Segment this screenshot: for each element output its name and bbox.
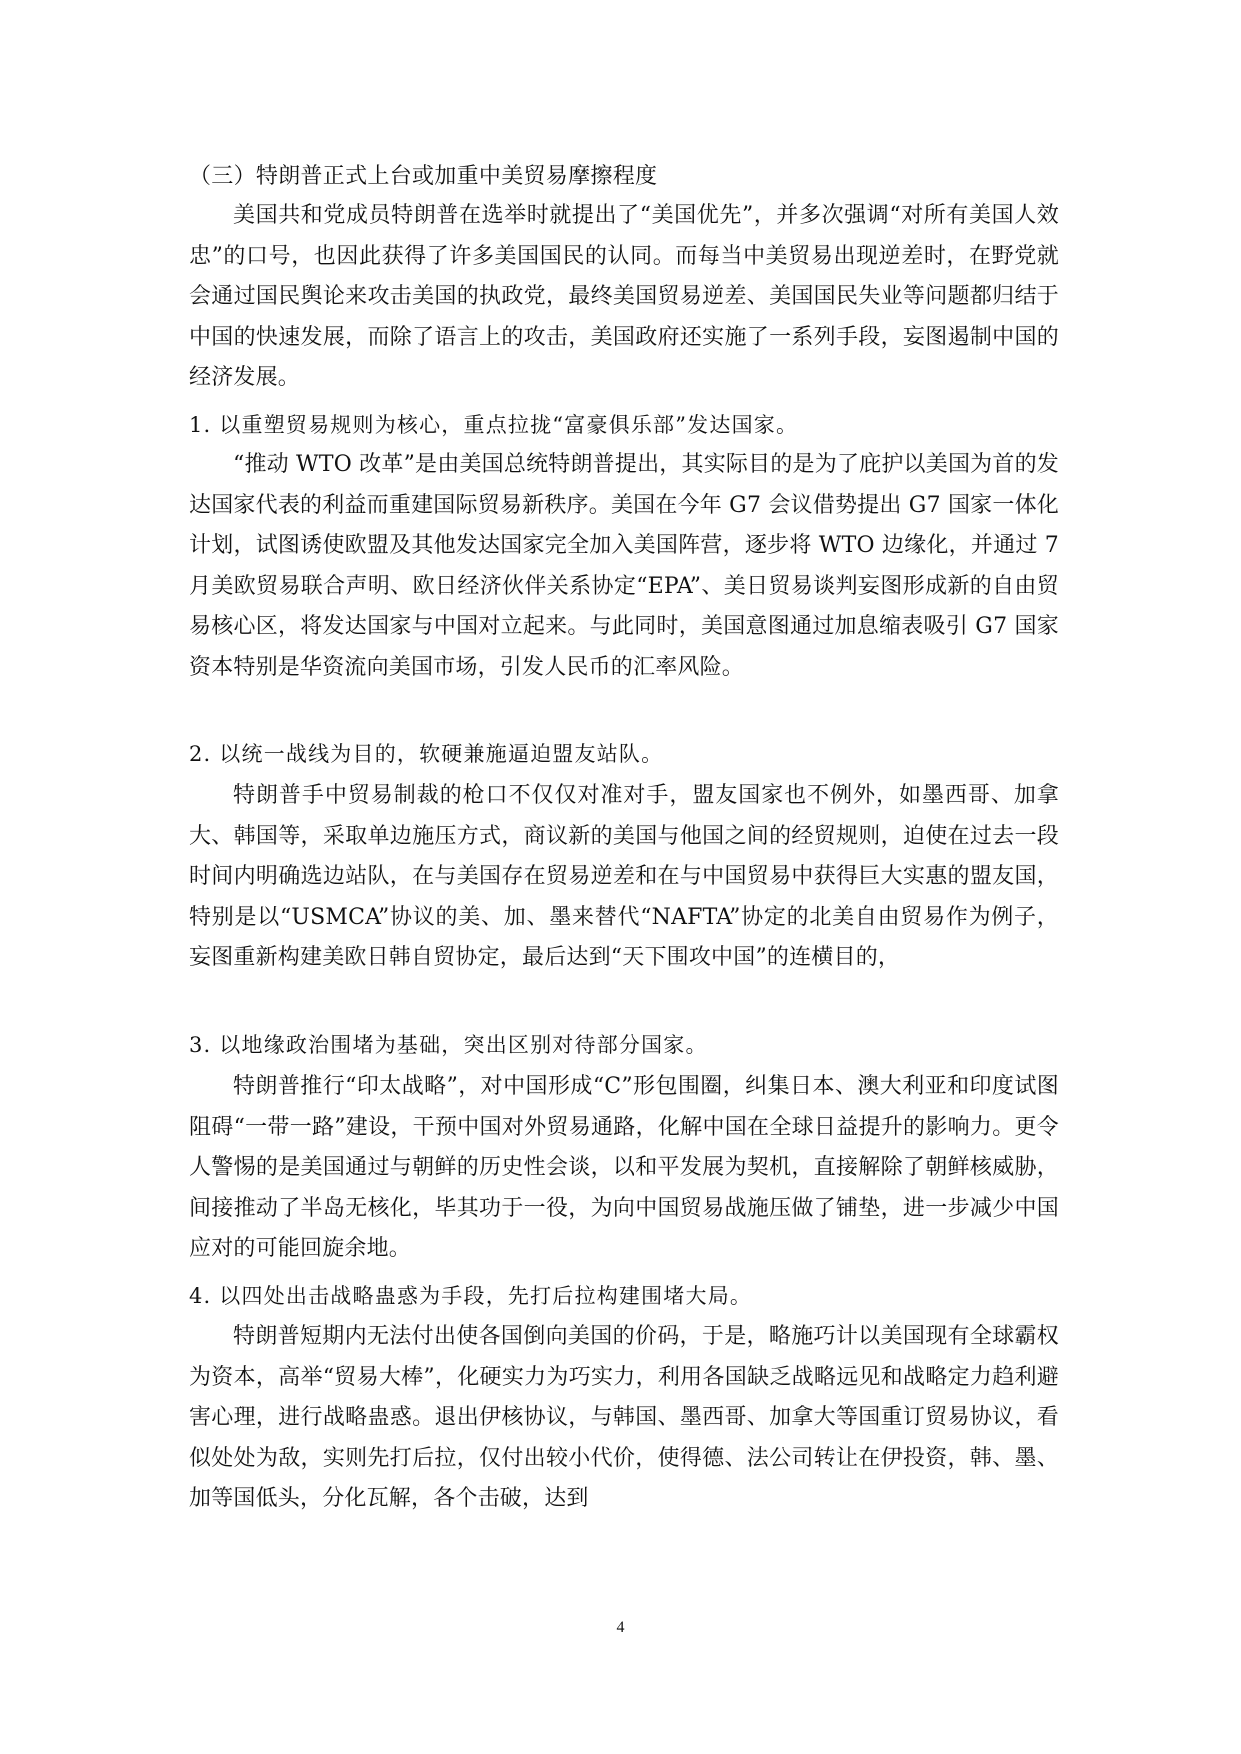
point-2-paragraph: 特朗普手中贸易制裁的枪口不仅仅对准对手，盟友国家也不例外，如墨西哥、加拿大、韩国等，采取单边施压方式，商议新的美国与他国之间的经贸规则，迫使在过去一段时间内明确选边站队，在与美国存在贸易逆差和在与中国贸易中获得巨大实惠的盟友国，特别是以“USMCA”协议的美、加、墨来替代“NAFTA”协定的北美自由贸易作为例子，妄图重新构建美欧日韩自贸协定，最后达到“天下围攻中国”的连横目的， bbox=[189, 783, 1059, 971]
point-3-paragraph: 特朗普推行“印太战略”，对中国形成“C”形包围圈，纠集日本、澳大利亚和印度试图阻碍“一带一路”建设，干预中国对外贸易通路，化解中国在全球日益提升的影响力。更令人警惕的是美国通过与朝鲜的历史性会谈，以和平发展为契机，直接解除了朝鲜核威胁，间接推动了半岛无核化，毕其功于一役，为向中国贸易战施压做了铺垫，进一步减少中国应对的可能回旋余地。 bbox=[189, 1074, 1059, 1262]
point-3-title: 3. 以地缘政治围堵为基础，突出区别对待部分国家。 bbox=[189, 1033, 708, 1057]
point-1-title: 1. 以重塑贸易规则为核心，重点拉拢“富豪俱乐部”发达国家。 bbox=[189, 413, 799, 437]
point-1-paragraph: “推动 WTO 改革”是由美国总统特朗普提出，其实际目的是为了庇护以美国为首的发达国家代表的利益而重建国际贸易新秩序。美国在今年 G7 会议借势提出 G7 国家一体化计划，试图诱使欧盟及其他发达国家完全加入美国阵营，逐步将 WTO 边缘化，并通过 7 月美欧贸易联合声明、欧日经济伙伴关系协定“EPA”、美日贸易谈判妄图形成新的自由贸易核心区，将发达国家与中国对立起来。与此同时，美国意图通过加息缩表吸引 G7 国家资本特别是华资流向美国市场，引发人民币的汇率风险。 bbox=[189, 452, 1059, 680]
intro-paragraph: 美国共和党成员特朗普在选举时就提出了“美国优先”，并多次强调“对所有美国人效忠”的口号，也因此获得了许多美国国民的认同。而每当中美贸易出现逆差时，在野党就会通过国民舆论来攻击美国的执政党，最终美国贸易逆差、美国国民失业等问题都归结于中国的快速发展，而除了语言上的攻击，美国政府还实施了一系列手段，妄图遏制中国的经济发展。 bbox=[189, 203, 1059, 391]
point-2-title: 2. 以统一战线为目的，软硬兼施逼迫盟友站队。 bbox=[189, 742, 664, 766]
section-heading: （三）特朗普正式上台或加重中美贸易摩擦程度 bbox=[189, 164, 658, 189]
point-4-paragraph: 特朗普短期内无法付出使各国倒向美国的价码，于是，略施巧计以美国现有全球霸权为资本，高举“贸易大棒”，化硬实力为巧实力，利用各国缺乏战略远见和战略定力趋利避害心理，进行战略蛊惑。退出伊核协议，与韩国、墨西哥、加拿大等国重订贸易协议，看似处处为敌，实则先打后拉，仅付出较小代价，使得德、法公司转让在伊投资，韩、墨、加等国低头，分化瓦解，各个击破，达到 bbox=[189, 1324, 1059, 1512]
point-4-title: 4. 以四处出击战略蛊惑为手段，先打后拉构建围堵大局。 bbox=[189, 1284, 753, 1308]
page-number: 4 bbox=[616, 1619, 625, 1636]
